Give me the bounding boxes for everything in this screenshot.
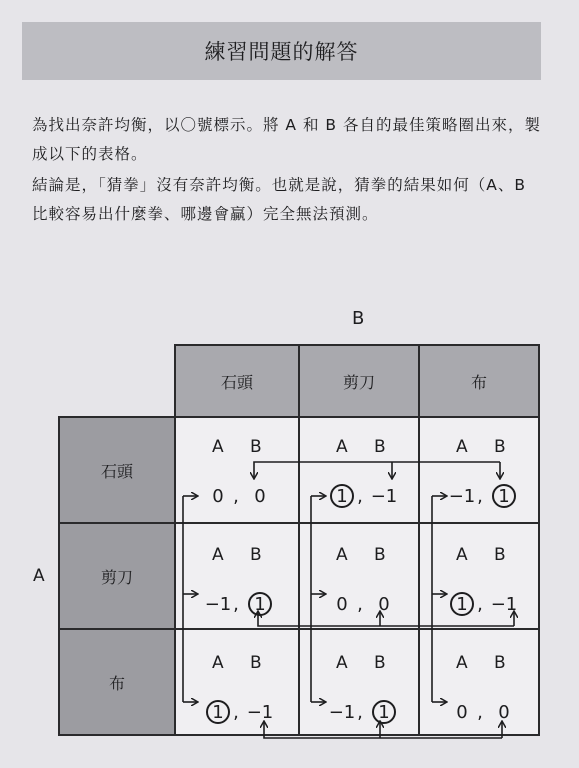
player-b-label: B (352, 308, 365, 329)
payoff-cell-scissors-paper (419, 523, 539, 629)
section-title: 練習問題的解答 (204, 40, 359, 64)
payoff-comma-paper-rock: , (233, 702, 239, 723)
cell-header-a-rock-scissors: A (336, 437, 348, 457)
payoff-cell-paper-scissors (299, 629, 419, 735)
payoff-cell-paper-rock (175, 629, 299, 735)
cell-header-a-scissors-paper: A (456, 545, 468, 565)
cell-header-a-rock-rock: A (212, 437, 224, 457)
payoff-comma-scissors-rock: , (233, 594, 239, 615)
cell-header-b-rock-rock: B (250, 437, 262, 457)
payoff-b-scissors-rock: 1 (254, 594, 266, 615)
payoff-comma-paper-paper: , (477, 702, 483, 723)
payoff-a-rock-scissors: 1 (336, 486, 348, 507)
payoff-b-rock-scissors: −1 (370, 486, 398, 507)
payoff-b-paper-paper: 0 (498, 702, 510, 723)
payoff-cell-rock-rock (175, 417, 299, 523)
cell-header-a-paper-scissors: A (336, 653, 348, 673)
payoff-b-paper-scissors: 1 (378, 702, 390, 723)
payoff-cell-scissors-rock (175, 523, 299, 629)
payoff-a-rock-paper: −1 (448, 486, 476, 507)
payoff-comma-rock-rock: , (233, 486, 239, 507)
section-title-bar (22, 22, 541, 80)
col-header-scissors: 剪刀 (299, 345, 419, 417)
payoff-a-paper-paper: 0 (456, 702, 468, 723)
explanation-paragraph: 為找出奈許均衡，以〇號標示。將 A 和 B 各自的最佳策略圈出來，製成以下的表格。 (32, 116, 541, 163)
row-header-paper: 布 (59, 629, 175, 735)
row-header-scissors: 剪刀 (59, 523, 175, 629)
player-a-label: A (33, 566, 45, 586)
payoff-cell-rock-paper (419, 417, 539, 523)
cell-header-b-rock-scissors: B (374, 437, 386, 457)
payoff-a-paper-rock: 1 (212, 702, 224, 723)
conclusion-paragraph: 結論是，「猜拳」沒有奈許均衡。也就是說，猜拳的結果如何（A、B 比較容易出什麼拳、哪邊會贏）完全無法預測。 (32, 176, 526, 223)
row-header-rock: 石頭 (59, 417, 175, 523)
cell-header-b-paper-paper: B (494, 653, 506, 673)
payoff-comma-rock-paper: , (477, 486, 483, 507)
table-corner (59, 345, 175, 417)
payoff-cell-scissors-scissors (299, 523, 419, 629)
cell-header-a-scissors-rock: A (212, 545, 224, 565)
payoff-b-scissors-paper: −1 (490, 594, 518, 615)
payoff-b-rock-rock: 0 (254, 486, 266, 507)
col-header-paper: 布 (419, 345, 539, 417)
payoff-comma-scissors-paper: , (477, 594, 483, 615)
payoff-comma-paper-scissors: , (357, 702, 363, 723)
payoff-b-rock-paper: 1 (498, 486, 510, 507)
cell-header-a-paper-paper: A (456, 653, 468, 673)
cell-header-b-paper-rock: B (250, 653, 262, 673)
cell-header-b-scissors-rock: B (250, 545, 262, 565)
cell-header-b-rock-paper: B (494, 437, 506, 457)
payoff-comma-scissors-scissors: , (357, 594, 363, 615)
cell-header-b-scissors-scissors: B (374, 545, 386, 565)
cell-header-a-paper-rock: A (212, 653, 224, 673)
payoff-a-rock-rock: 0 (212, 486, 224, 507)
payoff-b-paper-rock: −1 (246, 702, 274, 723)
payoff-a-paper-scissors: −1 (328, 702, 356, 723)
payoff-b-scissors-scissors: 0 (378, 594, 390, 615)
cell-header-b-paper-scissors: B (374, 653, 386, 673)
payoff-cell-rock-scissors (299, 417, 419, 523)
cell-header-b-scissors-paper: B (494, 545, 506, 565)
payoff-a-scissors-paper: 1 (456, 594, 468, 615)
cell-header-a-rock-paper: A (456, 437, 468, 457)
payoff-a-scissors-scissors: 0 (336, 594, 348, 615)
payoff-table (58, 344, 540, 736)
col-header-rock: 石頭 (175, 345, 299, 417)
payoff-cell-paper-paper (419, 629, 539, 735)
cell-header-a-scissors-scissors: A (336, 545, 348, 565)
payoff-a-scissors-rock: −1 (204, 594, 232, 615)
payoff-comma-rock-scissors: , (357, 486, 363, 507)
